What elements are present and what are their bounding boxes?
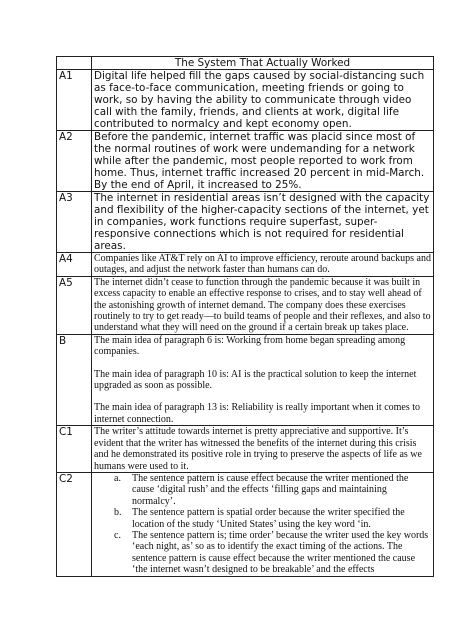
list-item-text: The sentence pattern is cause effect because the writer mentioned the cause ‘digital rush’ and the effects ‘filling gaps and maintaining normalcy’. xyxy=(132,472,409,507)
table-row xyxy=(57,253,434,277)
list-item xyxy=(114,529,431,576)
sentence-pattern-list xyxy=(94,473,431,576)
title-row xyxy=(57,57,434,70)
paragraph-main-idea: The main idea of paragraph 13 is: Reliability is really important when it comes to internet connection. xyxy=(94,402,421,425)
row-label: A4 xyxy=(57,253,92,277)
row-label: A5 xyxy=(57,276,92,334)
table-row xyxy=(57,192,434,253)
row-content xyxy=(92,334,434,425)
row-text: The internet didn’t cease to function through the pandemic because it was built in excess capacity to enable an effective response to crises, and to stay well ahead of the astonishing growth of internet demand. The company does these exercises routinely to try to get ready—to build teams of people and their reflexes, and also to understand what they will need on the ground if a certain break up takes place. xyxy=(92,276,434,334)
list-item-text: The sentence pattern is; time order’ because the writer used the key words ‘each night, as’ so as to identify the exact timing of the actions. The sentence pattern is cause effect because the writer mentioned the cause ‘the internet wasn’t designed to be breakable’ and the effects xyxy=(132,529,429,576)
title-label-cell xyxy=(57,57,92,70)
table-row xyxy=(57,276,434,334)
table-title: The System That Actually Worked xyxy=(92,57,434,70)
row-content xyxy=(92,472,434,576)
list-item xyxy=(114,507,431,530)
table-row xyxy=(57,334,434,425)
table-row xyxy=(57,70,434,131)
row-label: A3 xyxy=(57,192,92,253)
row-label: A2 xyxy=(57,131,92,192)
row-text: The internet in residential areas isn’t designed with the capacity and flexibility of the higher-capacity sections of the internet, yet in companies, work functions require superfast, super-responsive connections which is not required for residential areas. xyxy=(92,192,434,253)
list-marker: b. xyxy=(114,507,122,519)
row-text: Companies like AT&T rely on AI to improve efficiency, reroute around backups and outages, and adjust the network faster than humans can do. xyxy=(92,253,434,277)
list-item xyxy=(114,472,431,507)
row-text: Digital life helped fill the gaps caused by social-distancing such as face-to-face communication, meeting friends or going to work, so by having the ability to communicate through video call with the family, friends, and clients at work, digital life contributed to normalcy and kept economy open. xyxy=(92,70,434,131)
table-row xyxy=(57,131,434,192)
table-row xyxy=(57,426,434,473)
row-label: C1 xyxy=(57,426,92,473)
table-row xyxy=(57,472,434,576)
row-label: A1 xyxy=(57,70,92,131)
row-text: The writer’s attitude towards internet is pretty appreciative and supportive. It’s evident that the writer has witnessed the benefits of the internet during this crisis and he demonstrated its positive role in trying to preserve the aspects of life as we humans were used to it. xyxy=(92,426,434,473)
row-label: B xyxy=(57,334,92,425)
row-label: C2 xyxy=(57,472,92,576)
paragraph-main-idea: The main idea of paragraph 10 is: AI is the practical solution to keep the internet upgraded as soon as possible. xyxy=(94,368,417,392)
paragraph-main-idea: The main idea of paragraph 6 is: Working from home began spreading among companies. xyxy=(94,334,406,358)
list-marker: a. xyxy=(114,472,121,484)
list-marker: c. xyxy=(114,529,121,541)
list-item-text: The sentence pattern is spatial order because the writer specified the location of the study ‘United States’ using the key word ‘in. xyxy=(132,507,405,530)
answer-table xyxy=(56,56,434,577)
row-text: Before the pandemic, internet traffic was placid since most of the normal routines of work were undemanding for a network while after the pandemic, most people reported to work from home. Thus, internet traffic increased 20 percent in mid-March. By the end of April, it increased to 25%. xyxy=(92,131,434,192)
